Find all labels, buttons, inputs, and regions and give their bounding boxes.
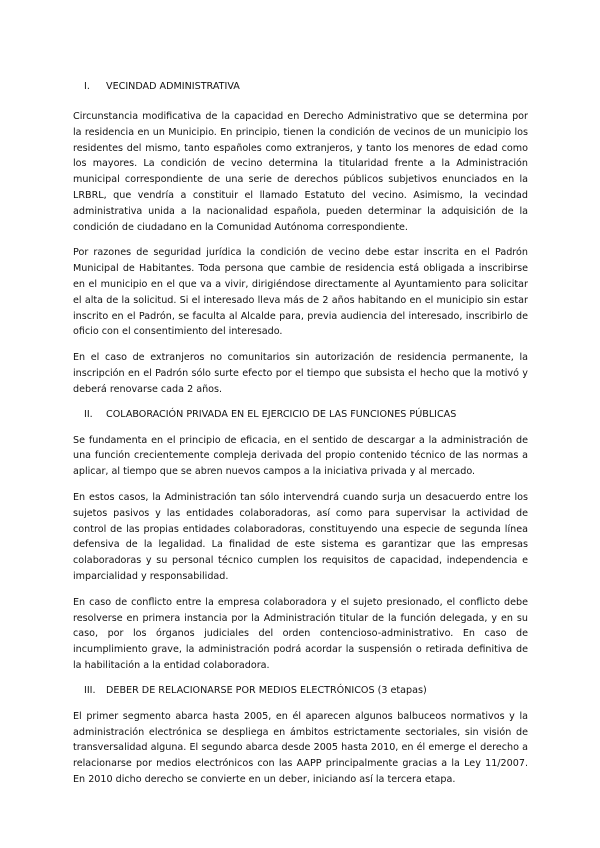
section-number: III.: [84, 684, 96, 696]
section-title: VECINDAD ADMINISTRATIVA: [106, 81, 240, 92]
paragraph: En estos casos, la Administración tan sólo intervendrá cuando surja un desacuerdo entre los sujetos pasivos y las entidades colaboradoras, así como para supervisar la actividad de control de las propias entidades colaboradoras, constituyendo una especie de segunda línea defensiva de la legalidad. La finalidad de este sistema es garantizar que las empresas colaboradoras y su personal técnico cumplen los requisitos de capacidad, independencia e imparcialidad y responsabilidad.: [73, 491, 528, 582]
section-number: I.: [84, 81, 90, 92]
section-title: DEBER DE RELACIONARSE POR MEDIOS ELECTRÓNICOS (3 etapas): [106, 684, 427, 696]
section-heading: [73, 408, 528, 422]
section-title: COLABORACIÓN PRIVADA EN EL EJERCICIO DE LAS FUNCIONES PÚBLICAS: [106, 408, 457, 420]
document-page: [73, 80, 528, 788]
section-number: II.: [84, 408, 93, 420]
paragraph: Por razones de seguridad jurídica la condición de vecino debe estar inscrita en el Padrón Municipal de Habitantes. Toda persona que cambie de residencia está obligada a inscribirse en el municipio en el que va a vivir, dirigiéndose directamente al Ayuntamiento para solicitar el alta de la solicitud. Si el interesado lleva más de 2 años habitando en el municipio sin estar inscrito en el Padrón, se faculta al Alcalde para, previa audiencia del interesado, inscribirlo de oficio con el consentimiento del interesado.: [73, 247, 528, 338]
paragraph: En el caso de extranjeros no comunitarios sin autorización de residencia permanente, la inscripción en el Padrón sólo surte efecto por el tiempo que subsista el hecho que la motivó y deberá renovarse cada 2 años.: [73, 352, 528, 395]
paragraph: El primer segmento abarca hasta 2005, en él aparecen algunos balbuceos normativos y la administración electrónica se despliega en ámbitos estrictamente sectoriales, sin visión de transversalidad alguna. El segundo abarca desde 2005 hasta 2010, en él emerge el derecho a relacionarse por medios electrónicos con las AAPP principalmente gracias a la Ley 11/2007. En 2010 dicho derecho se convierte en un deber, iniciando así la tercera etapa.: [73, 710, 528, 785]
paragraph: Se fundamenta en el principio de eficacia, en el sentido de descargar a la administración de una función crecientemente compleja derivada del propio contenido técnico de las normas a aplicar, al tiempo que se abren nuevos campos a la iniciativa privada y al mercado.: [73, 434, 528, 478]
paragraph: En caso de conflicto entre la empresa colaboradora y el sujeto presionado, el conflicto debe resolverse en primera instancia por la Administración titular de la función delegada, y en su caso, por los órganos judiciales del orden contencioso-administrativo. En caso de incumplimiento grave, la administración podrá acordar la suspensión o retirada definitiva de la habilitación a la entidad colaboradora.: [73, 596, 528, 671]
section-heading: [73, 80, 528, 94]
section-heading: [73, 684, 528, 698]
paragraph: Circunstancia modificativa de la capacidad en Derecho Administrativo que se determina por la residencia en un Municipio. En principio, tienen la condición de vecinos de un municipio los residentes del mismo, tanto españoles como extranjeros, y tanto los menores de edad como los mayores. La condición de vecino determina la titularidad frente a la Administración municipal correspondiente de una serie de derechos públicos subjetivos enunciados en la LRBRL, que vendría a constituir el llamado Estatuto del vecino. Asimismo, la vecindad administrativa unida a la nacionalidad española, pueden determinar la adquisición de la condición de ciudadano en la Comunidad Autónoma correspondiente.: [73, 111, 528, 233]
